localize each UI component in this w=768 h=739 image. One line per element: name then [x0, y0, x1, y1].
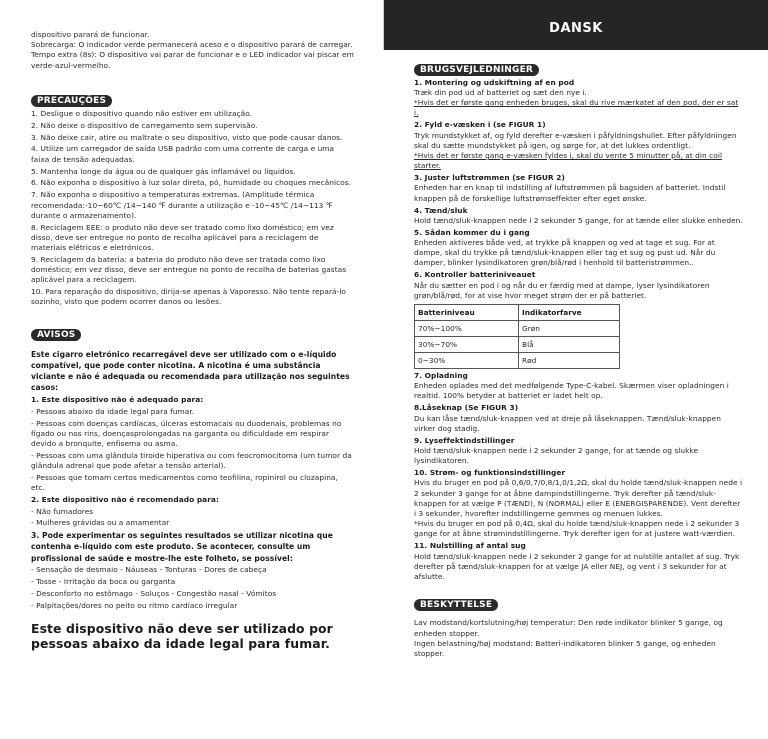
- step-note: *Hvis du bruger en pod på 0,4Ω, skal du holde tænd/sluk-knappen nede i 2 sekunder 3 gange for at åbne strømindstillingerne. Tryk derefter igen for at justere watt-værdien.: [414, 519, 740, 539]
- table-cell: Blå: [519, 337, 620, 353]
- intro-line: dispositivo parará de funcionar.: [31, 30, 150, 39]
- step-text: Hold tænd/sluk-knappen nede i 2 sekunder 2 gange, for at tænde og slukke lysindikatoren.: [414, 446, 699, 466]
- list-item: - Pessoas que tomam certos medicamentos como teofilina, ropinirol ou clozapina, etc.: [31, 472, 338, 493]
- beskyttelse-body: [414, 618, 744, 659]
- precaucoes-list: [31, 109, 354, 308]
- step-text: Træk din pod ud af batteriet og sæt den nye i.: [414, 88, 587, 97]
- step-text: Hvis du bruger en pod på 0,6/0,7/0,8/1,0/1,2Ω, skal du holde tænd/sluk-knappen nede i 2 sekunder 3 gange for at åbne dampindstillingerne. Tryk derefter på tænd/sluk-knappen for at vælge P (TÆND), N (NORMAL) eller E (ENERGISPARENDE). Vent derefter i 3 sekunder, hvorefter indstillingerne gemmes og menuen lukkes.: [414, 478, 743, 519]
- step-heading: 6. Kontroller batteriniveauet: [414, 270, 536, 280]
- protection-item: Ingen belastning/høj modstand: Batteri-indikatoren blinker 5 gange, og enheden stopper.: [414, 638, 716, 658]
- section-avisos: [31, 322, 354, 651]
- list-item: 2. Não deixe o dispositivo de carregamento sem supervisão.: [31, 120, 258, 130]
- step-text: Du kan låse tænd/sluk-knappen ved at dreje på låseknappen. Tænd/sluk-knappen virker dog stadig.: [414, 413, 722, 433]
- section-badge-beskyttelse: BESKYTTELSE: [414, 599, 498, 611]
- step-heading: 8.Låseknap (Se FIGUR 3): [414, 403, 519, 413]
- table-cell: Rød: [519, 353, 620, 369]
- intro-line: Tempo extra (8s): O dispositivo vai parar de funcionar e o LED indicador vai piscar em verde-azul-vermelho.: [31, 50, 354, 70]
- table-row: [415, 321, 620, 337]
- list-item: 5. Mantenha longe da água ou de qualquer gás inflamável ou líquidos.: [31, 166, 296, 176]
- list-item: - Mulheres grávidas ou a amamentar: [31, 518, 170, 528]
- step-heading: 9. Lyseffektindstillinger: [414, 435, 515, 445]
- table-cell: Grøn: [519, 321, 620, 337]
- age-warning-heading: Este dispositivo não deve ser utilizado por pessoas abaixo da idade legal para fumar.: [31, 621, 333, 652]
- step-heading: 10. Strøm- og funktionsindstillinger: [414, 468, 566, 478]
- step-text: Hold tænd/sluk-knappen nede i 2 sekunder 2 gange for at nulstille antallet af sug. Tryk derefter på tænd/sluk-knappen for at vælge JA eller NEJ, og vent i 3 sekunder for at afslutte.: [414, 551, 740, 582]
- table-cell: 70%~100%: [415, 321, 519, 337]
- section-precaucoes: [31, 88, 354, 308]
- danish-body: [414, 57, 744, 659]
- list-item: - Pessoas com uma glândula tiroide hiperativa ou com feocromocitoma (um tumor da glândula adrenal que pode afetar a tensão arterial).: [31, 450, 352, 471]
- step-heading: 5. Sådan kommer du i gang: [414, 227, 530, 237]
- table-cell: 0~30%: [415, 353, 519, 369]
- section-badge-brugsvejledninger: BRUGSVEJLEDNINGER: [414, 64, 539, 76]
- list-item: - Tosse - Irritação da boca ou garganta: [31, 577, 176, 587]
- section-badge-avisos: AVISOS: [31, 329, 81, 341]
- section-badge-precaucoes: PRECAUÇÕES: [31, 95, 112, 107]
- language-header: DANSK: [384, 0, 768, 50]
- list-item: 10. Para reparação do dispositivo, dirija-se apenas à Vaporesso. Não tente repará-lo sozinho, visto que podem ocorrer danos ou lesões.: [31, 287, 346, 307]
- step-note: *Hvis det er første gang e-væsken fyldes i, skal du vente 5 minutter på, at din coil starter.: [414, 151, 723, 171]
- table-header-row: [415, 305, 620, 321]
- avisos-lead-text: Este cigarro eletrónico recarregável deve ser utilizado com o e-líquido compatível, que pode conter nicotina. A nicotina é uma substância viciante e não é adequada ou recomendada para utilização nos seguintes casos:: [31, 349, 350, 393]
- avisos-subheading: 1. Este dispositivo não é adequado para:: [31, 395, 204, 405]
- step-heading: 1. Montering og udskiftning af en pod: [414, 77, 575, 87]
- table-row: [415, 337, 620, 353]
- protection-item: Lav modstand/kortslutning/høj temperatur: Den røde indikator blinker 5 gange, og enheden stopper.: [414, 618, 723, 638]
- step-heading: 7. Opladning: [414, 371, 468, 381]
- list-item: 3. Não deixe cair, atire ou maltrate o seu dispositivo, visto que pode causar danos.: [31, 132, 343, 142]
- battery-level-table: [414, 304, 620, 369]
- list-item: 1. Desligue o dispositivo quando não estiver em utilização.: [31, 108, 253, 118]
- avisos-body: [31, 349, 354, 611]
- list-item: - Não fumadores: [31, 506, 94, 516]
- step-note: *Hvis det er første gang enheden bruges, skal du rive mærkatet af den pod, der er sat i.: [414, 98, 739, 118]
- protection-continued-text: [31, 30, 354, 71]
- table-header: Indikatorfarve: [519, 305, 620, 321]
- step-heading: 4. Tænd/sluk: [414, 205, 468, 215]
- avisos-subheading: 2. Este dispositivo não é recomendado para:: [31, 494, 219, 504]
- step-text: Hold tænd/sluk-knappen nede i 2 sekunder 5 gange, for at tænde eller slukke enheden.: [414, 215, 743, 225]
- table-header: Batteriniveau: [415, 305, 519, 321]
- list-item: - Pessoas com doenças cardíacas, úlceras estomacais ou duodenais, problemas no fígado ou nos rins, doençasprolongadas na garganta ou dificuldade em respirar devido a bronquite, enfisema ou asma.: [31, 418, 342, 449]
- table-row: [415, 353, 620, 369]
- step-heading: 11. Nulstilling af antal sug: [414, 541, 526, 551]
- list-item: 7. Não exponha o dispositivo a temperaturas extremas. (Amplitude térmica recomendada:-10~60℃ /14~140 ℉ durante a utilização e -10~45℃ /14~113 ℉ durante o armazenamento).: [31, 190, 333, 220]
- step-heading: 2. Fyld e-væsken i (se FIGUR 1): [414, 120, 546, 130]
- list-item: - Sensação de desmaio - Náuseas - Tonturas - Dores de cabeça: [31, 565, 267, 575]
- step-text: Enheden aktiveres både ved, at trykke på knappen og ved at tage et sug. For at dampe, skal du trykke på tænd/sluk-knappen eller tag et sug og pust ud. Når du damper, blinker lysindikatoren grøn/blå/rød i henhold til batteristrømmen..: [414, 238, 716, 268]
- section-beskyttelse: [414, 592, 744, 659]
- step-text: Enheden oplades med det medfølgende Type-C-kabel. Skærmen viser opladningen i realtid. 100% betyder at batteriet er ladet helt op.: [414, 381, 729, 401]
- list-item: 6. Não exponha o dispositivo à luz solar direta, pó, humidade ou choques mecânicos.: [31, 178, 352, 188]
- table-cell: 30%~70%: [415, 337, 519, 353]
- list-item: 8. Reciclagem EEE: o produto não deve ser tratado como lixo doméstico; em vez disso, deve ser entregue no ponto de recolha aplicável para a reciclagem de materiais elétricos e eletrónicos.: [31, 222, 334, 253]
- intro-line: Sobrecarga: O indicador verde permanecerá aceso e o dispositivo parará de carregar.: [31, 40, 353, 50]
- list-item: - Palpitações/dores no peito ou ritmo cardíaco irregular: [31, 600, 238, 610]
- step-text: Enheden har en knap til indstilling af luftstrømmen på bagsiden af batteriet. Indstil knappen på de forskellige luftstrømseffekter efter eget ønske.: [414, 183, 726, 203]
- step-heading: 3. Juster luftstrømmen (se FIGUR 2): [414, 173, 565, 183]
- step-text: Tryk mundstykket af, og fyld derefter e-væsken i påfyldningshullet. Efter påfyldningen skal du sætte mundstykket på igen, og sørge for, at det lukkes ordentligt.: [414, 130, 737, 150]
- list-item: 4. Utilize um carregador de saída USB padrão com uma corrente de carga e uma faixa de tensão adequadas.: [31, 144, 335, 164]
- step-text: Når du sætter en pod i og når du er færdig med at dampe, lyser lysindikatoren grøn/blå/rød, for at vise hvor meget strøm der er på batteriet.: [414, 280, 710, 300]
- right-column-danish: [384, 0, 768, 739]
- list-item: - Desconforto no estômago - Soluços - Congestão nasal - Vómitos: [31, 589, 277, 599]
- list-item: - Pessoas abaixo da idade legal para fumar.: [31, 406, 195, 416]
- list-item: 9. Reciclagem da bateria: a bateria do produto não deve ser tratada como lixo doméstico; em vez disso, deve ser entregue no ponto de recolha de baterias gastas aplicável para a reciclagem.: [31, 254, 347, 285]
- avisos-subheading: 3. Pode experimentar os seguintes resultados se utilizar nicotina que contenha e-líquido com este produto. Se acontecer, consulte um profissional de saúde e mostre-lhe este folheto, se possível:: [31, 531, 333, 563]
